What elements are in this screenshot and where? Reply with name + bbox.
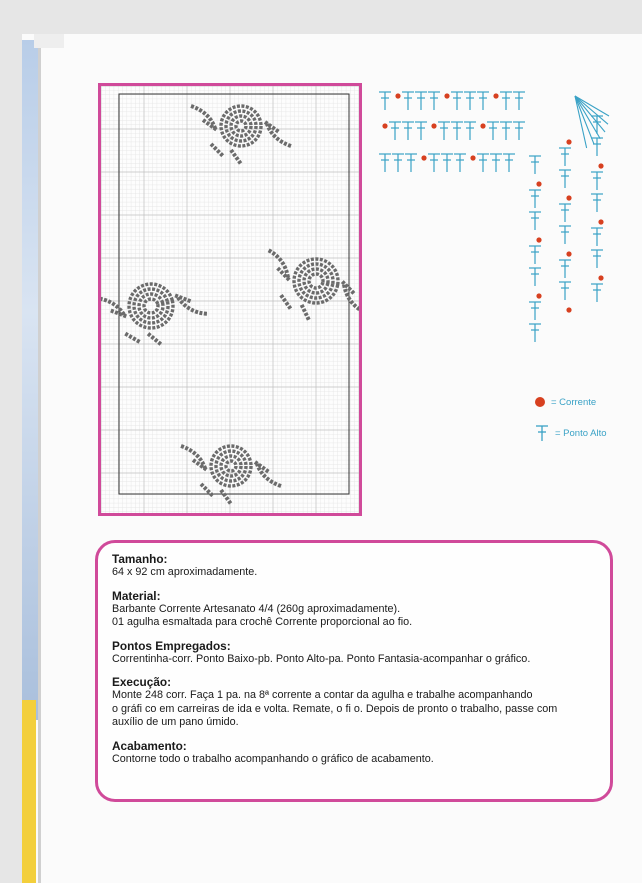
binding-edge-blue xyxy=(22,40,38,720)
treble-stitch-icon xyxy=(529,190,541,208)
treble-stitch-icon xyxy=(500,92,512,110)
chart-grid xyxy=(101,86,359,513)
chain-stitch-icon xyxy=(470,155,475,160)
treble-stitch-icon xyxy=(464,92,476,110)
treble-stitch-icon xyxy=(428,92,440,110)
treble-stitch-icon xyxy=(490,154,502,172)
treble-stitch-icon xyxy=(559,170,571,188)
binding-shadow xyxy=(38,40,41,883)
treble-stitch-icon xyxy=(535,424,549,442)
treble-stitch-icon xyxy=(405,154,417,172)
treble-stitch-icon xyxy=(559,204,571,222)
chain-stitch-icon xyxy=(598,219,603,224)
treble-stitch-icon xyxy=(529,212,541,230)
treble-stitch-icon xyxy=(591,228,603,246)
execution-line-1: Monte 248 corr. Faça 1 pa. na 8ª corrente a contar da agulha e trabalhe acompanhando xyxy=(112,689,533,701)
chain-stitch-icon xyxy=(536,237,541,242)
material-line-2: 01 agulha esmaltada para crochê Corrente proporcional ao fio. xyxy=(112,616,413,628)
treble-stitch-icon xyxy=(591,194,603,212)
material-section xyxy=(112,589,596,630)
treble-stitch-icon xyxy=(454,154,466,172)
chain-stitch-icon xyxy=(566,251,571,256)
stitches-section xyxy=(112,639,596,667)
stitch-symbols xyxy=(375,86,625,376)
treble-stitch-icon xyxy=(428,154,440,172)
finishing-title: Acabamento: xyxy=(112,738,187,753)
treble-stitch-icon xyxy=(559,226,571,244)
treble-stitch-icon xyxy=(464,122,476,140)
legend-chain-label: = Corrente xyxy=(551,396,597,408)
chain-stitch-icon xyxy=(536,181,541,186)
treble-stitch-icon xyxy=(379,92,391,110)
chain-stitch-icon xyxy=(566,195,571,200)
treble-stitch-icon xyxy=(402,122,414,140)
treble-stitch-icon xyxy=(402,92,414,110)
treble-stitch-icon xyxy=(529,302,541,320)
stitches-title: Pontos Empregados: xyxy=(112,638,231,653)
treble-stitch-icon xyxy=(529,156,541,174)
chain-stitch-icon xyxy=(535,397,545,407)
treble-stitch-icon xyxy=(451,92,463,110)
treble-stitch-icon xyxy=(379,154,391,172)
legend-treble-label: = Ponto Alto xyxy=(555,427,607,439)
treble-stitch-icon xyxy=(529,268,541,286)
treble-stitch-icon xyxy=(500,122,512,140)
treble-stitch-icon xyxy=(503,154,515,172)
chain-stitch-icon xyxy=(480,123,485,128)
chain-stitch-icon xyxy=(395,93,400,98)
treble-stitch-icon xyxy=(559,260,571,278)
legend-treble xyxy=(535,423,607,443)
treble-stitch-icon xyxy=(477,92,489,110)
treble-stitch-icon xyxy=(513,92,525,110)
chain-stitch-icon xyxy=(566,307,571,312)
binding-edge-yellow xyxy=(22,700,36,883)
execution-line-2: o gráfi co em carreiras de ida e volta. Remate, o fi o. Depois de pronto o trabalho, passe com xyxy=(112,702,558,715)
treble-stitch-icon xyxy=(441,154,453,172)
treble-stitch-icon xyxy=(415,122,427,140)
edging-stitch-diagram xyxy=(375,86,625,376)
treble-stitch-icon xyxy=(513,122,525,140)
chain-stitch-icon xyxy=(598,275,603,280)
page-corner xyxy=(34,34,64,48)
treble-stitch-icon xyxy=(591,250,603,268)
chain-stitch-icon xyxy=(598,163,603,168)
treble-stitch-icon xyxy=(591,284,603,302)
chain-stitch-icon xyxy=(493,93,498,98)
treble-stitch-icon xyxy=(559,282,571,300)
treble-stitch-icon xyxy=(529,246,541,264)
finishing-text: Contorne todo o trabalho acompanhando o gráfico de acabamento. xyxy=(112,752,434,765)
execution-line-3: auxílio de um pano úmido. xyxy=(112,716,239,728)
treble-stitch-icon xyxy=(389,122,401,140)
material-title: Material: xyxy=(112,588,161,603)
size-section xyxy=(112,552,596,580)
legend-chain xyxy=(535,392,596,412)
treble-stitch-icon xyxy=(591,172,603,190)
size-title: Tamanho: xyxy=(112,552,168,566)
treble-stitch-icon xyxy=(487,122,499,140)
treble-stitch-icon xyxy=(415,92,427,110)
treble-stitch-icon xyxy=(477,154,489,172)
chain-stitch-icon xyxy=(536,293,541,298)
finishing-section xyxy=(112,739,596,767)
rose-motif-icon xyxy=(101,271,212,358)
instructions-box xyxy=(95,540,613,802)
rose-motif-icon xyxy=(181,446,281,504)
stitches-text: Correntinha-corr. Ponto Baixo-pb. Ponto Alto-pa. Ponto Fantasia-acompanhar o gráfico. xyxy=(112,652,531,665)
treble-stitch-icon xyxy=(451,122,463,140)
filet-chart xyxy=(98,83,362,516)
treble-stitch-icon xyxy=(438,122,450,140)
execution-title: Execução: xyxy=(112,675,172,689)
rose-motif-icon xyxy=(191,106,291,164)
material-line-1: Barbante Corrente Artesanato 4/4 (260g aproximadamente). xyxy=(112,602,401,615)
chain-stitch-icon xyxy=(431,123,436,128)
treble-stitch-icon xyxy=(559,148,571,166)
execution-section xyxy=(112,675,596,730)
chain-stitch-icon xyxy=(444,93,449,98)
treble-stitch-icon xyxy=(529,324,541,342)
chain-stitch-icon xyxy=(382,123,387,128)
size-text: 64 x 92 cm aproximadamente. xyxy=(112,566,258,578)
chain-stitch-icon xyxy=(421,155,426,160)
treble-stitch-icon xyxy=(392,154,404,172)
chain-stitch-icon xyxy=(566,139,571,144)
